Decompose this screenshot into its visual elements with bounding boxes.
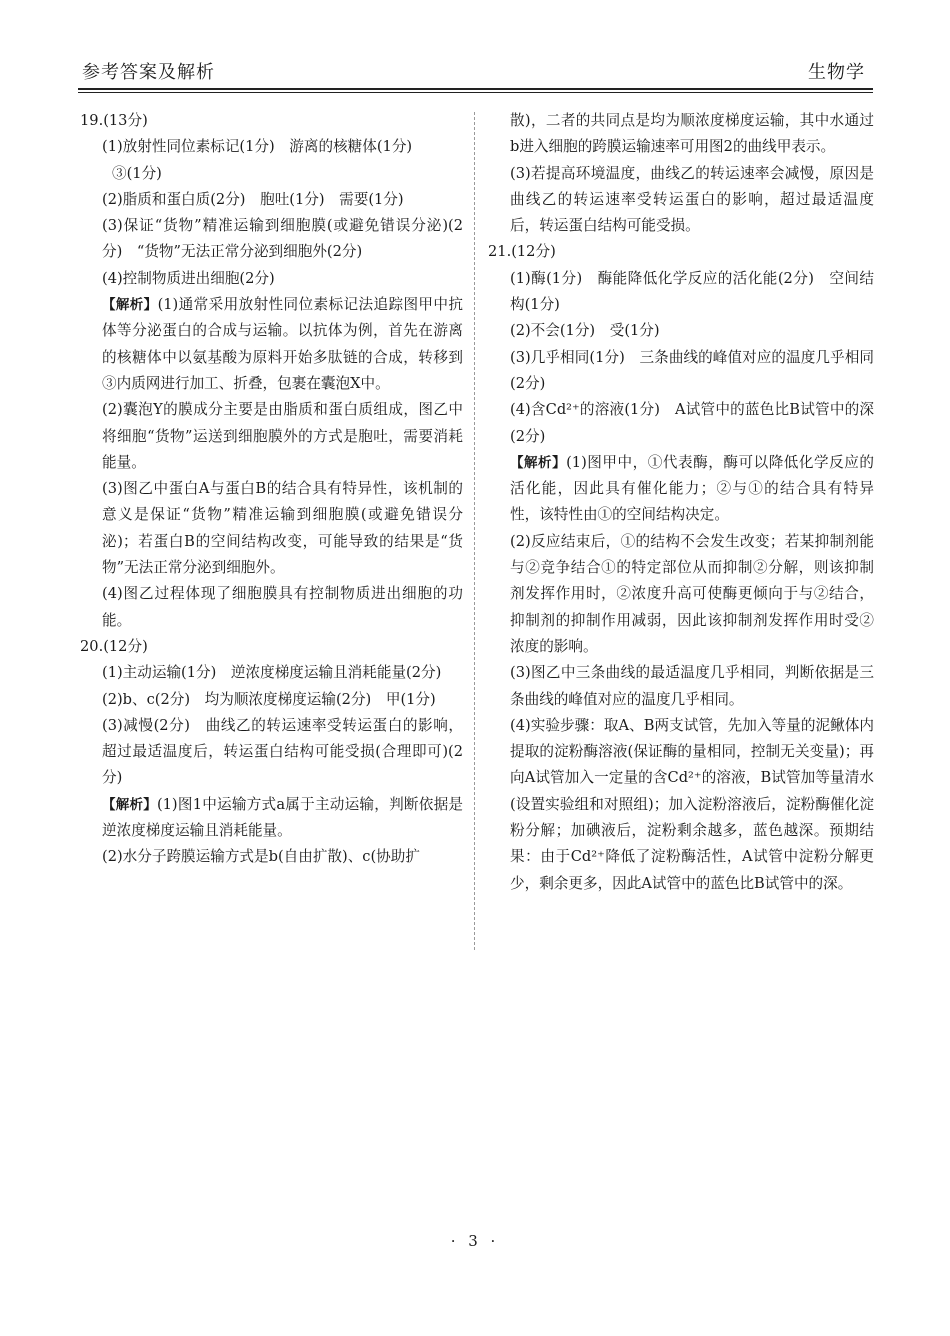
answer-paragraph: (3)减慢(2分) 曲线乙的转运速率受转运蛋白的影响，超过最适温度后，转运蛋白结构可能受损(合理即可)(2分) — [102, 716, 463, 787]
analysis-paragraph — [488, 450, 874, 529]
answer-paragraph: (2)反应结束后，①的结构不会发生改变；若某抑制剂能与②竞争结合①的特定部位从而抑制②分解，则该抑制剂发挥作用时，②浓度升高可使酶更倾向于与②结合，抑制剂的抑制作用减弱，因此该抑制剂发挥作用时受②浓度的影响。 — [510, 532, 874, 655]
answer-paragraph: (2)脂质和蛋白质(2分) 胞吐(1分) 需要(1分) — [102, 190, 404, 208]
question-number: 19.(13分) — [80, 112, 148, 129]
answer-paragraph: (3)图乙中三条曲线的最适温度几乎相同，判断依据是三条曲线的峰值对应的温度几乎相同。 — [510, 664, 874, 708]
answer-paragraph: (4)控制物质进出细胞(2分) — [102, 269, 275, 287]
answer-paragraph: (1)放射性同位素标记(1分) 游离的核糖体(1分) — [102, 138, 413, 156]
header-rule-thick — [78, 88, 873, 90]
answer-paragraph: (3)几乎相同(1分) 三条曲线的峰值对应的温度几乎相同(2分) — [510, 348, 874, 392]
left-column — [80, 108, 463, 871]
answer-paragraph: (1)主动运输(1分) 逆浓度梯度运输且消耗能量(2分) — [102, 664, 442, 682]
answer-paragraph: (4)含Cd²⁺的溶液(1分) A试管中的蓝色比B试管中的深(2分) — [510, 401, 874, 445]
answer-paragraph: (2)囊泡Y的膜成分主要是由脂质和蛋白质组成，图乙中将细胞“货物”运送到细胞膜外的方式是胞吐，需要消耗能量。 — [102, 401, 463, 471]
answer-paragraph: 散)，二者的共同点是均为顺浓度梯度运输，其中水通过b进入细胞的跨膜运输速率可用图2的曲线甲表示。 — [510, 112, 874, 156]
page-number: · 3 · — [450, 1232, 500, 1250]
answer-continuation: ③(1分) — [112, 164, 162, 182]
analysis-label: 【解析】 — [102, 297, 158, 314]
answer-paragraph: (1)酶(1分) 酶能降低化学反应的活化能(2分) 空间结构(1分) — [510, 269, 874, 314]
answer-paragraph: (2)b、c(2分) 均为顺浓度梯度运输(2分) 甲(1分) — [102, 690, 436, 708]
question-number: 21.(12分) — [488, 243, 556, 261]
analysis-paragraph — [80, 792, 463, 845]
answer-paragraph: (2)不会(1分) 受(1分) — [510, 322, 660, 340]
answer-paragraph: (3)图乙中蛋白A与蛋白B的结合具有特异性，该机制的意义是保证“货物”精准运输到细胞膜(或避免错误分泌)；若蛋白B的空间结构改变，可能导致的结果是“货物”无法正常分泌到细胞外。 — [102, 480, 463, 577]
analysis-label: 【解析】 — [510, 454, 567, 471]
header-rule-thin — [78, 92, 873, 93]
question-number: 20.(12分) — [80, 637, 148, 655]
analysis-paragraph — [80, 292, 463, 397]
answer-paragraph: (4)图乙过程体现了细胞膜具有控制物质进出细胞的功能。 — [102, 585, 463, 629]
answer-paragraph: (4)实验步骤：取A、B两支试管，先加入等量的泥鳅体内提取的淀粉酶溶液(保证酶的量相同，控制无关变量)；再向A试管加入一定量的含Cd²⁺的溶液，B试管加等量清水(设置实验组和对照组)；加入淀粉溶液后，淀粉酶催化淀粉分解；加碘液后，淀粉剩余越多，蓝色越深。预期结果：由于Cd²⁺降低了淀粉酶活性，A试管中淀粉分解更少，剩余更多，因此A试管中的蓝色比B试管中的深。 — [510, 716, 874, 892]
column-divider — [474, 112, 475, 950]
header-title: 参考答案及解析 — [82, 62, 215, 83]
answer-paragraph: (2)水分子跨膜运输方式是b(自由扩散)、c(协助扩 — [102, 848, 420, 866]
analysis-text: (1)通常采用放射性同位素标记法追踪图甲中抗体等分泌蛋白的合成与运输。以抗体为例，首先在游离的核糖体中以氨基酸为原料开始多肽链的合成，转移到③内质网进行加工、折叠，包裹在囊泡X中。 — [102, 296, 463, 392]
analysis-text: (1)图1中运输方式a属于主动运输，判断依据是逆浓度梯度运输且消耗能量。 — [102, 795, 464, 840]
page-header — [78, 58, 873, 88]
analysis-text: (1)图甲中，①代表酶，酶可以降低化学反应的活化能，因此具有催化能力；②与①的结合具有特异性，该特性由①的空间结构决定。 — [510, 453, 874, 524]
right-column — [488, 108, 874, 897]
answer-paragraph: (3)若提高环境温度，曲线乙的转运速率会减慢，原因是曲线乙的转运速率受转运蛋白的影响，超过最适温度后，转运蛋白结构可能受损。 — [510, 164, 874, 235]
analysis-label: 【解析】 — [102, 796, 157, 813]
answer-paragraph: (3)保证“货物”精准运输到细胞膜(或避免错误分泌)(2分) “货物”无法正常分泌到细胞外(2分) — [102, 217, 463, 261]
header-subject: 生物学 — [808, 62, 865, 83]
